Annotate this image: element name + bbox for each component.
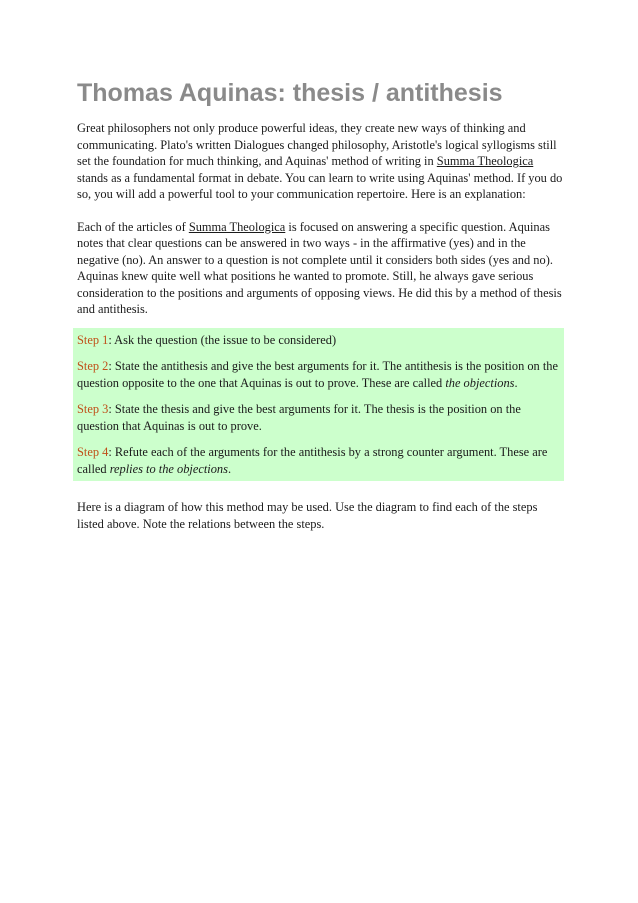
step-2 — [77, 358, 560, 391]
step-1-label: Step 1 — [77, 332, 109, 347]
step-4-emphasis: replies to the objections — [109, 461, 228, 476]
intro-paragraph — [77, 120, 564, 203]
step-3 — [77, 401, 560, 434]
diagram-note: Here is a diagram of how this method may be used. Use the diagram to find each of the steps listed above. Note the relations between the steps. — [77, 500, 538, 531]
step-3-text: : State the thesis and give the best arguments for it. The thesis is the position on the question that Aquinas is out to prove. — [77, 402, 521, 433]
step-2-emphasis: the objections — [445, 375, 515, 390]
steps-box — [73, 328, 564, 482]
step-4-text: : Refute each of the arguments for the antithesis by a strong counter argument. These are called — [77, 445, 548, 476]
articles-text-1: Each of the articles of — [77, 219, 189, 234]
summa-theologica-reference: Summa Theologica — [188, 219, 286, 234]
document-page — [77, 78, 564, 532]
step-2-text: : State the antithesis and give the best arguments for it. The antithesis is the position on the question opposite to the one that Aquinas is out to prove. These are called — [77, 359, 558, 390]
summa-theologica-reference: Summa Theologica — [436, 154, 534, 168]
step-2-end: . — [514, 375, 518, 390]
step-3-label: Step 3 — [77, 402, 109, 416]
intro-text-2: stands as a fundamental format in debate. You can learn to write using Aquinas' method. If you do so, you will add a powerful tool to your communication repertoire. Here is an explanation: — [77, 170, 563, 201]
step-1 — [77, 332, 560, 349]
intro-text-1: Great philosophers not only produce powerful ideas, they create new ways of thinking and communicating. Plato's written Dialogues changed philosophy, Aristotle's logical syllogisms still set the foundation for much thinking, and Aquinas' method of writing in — [77, 121, 557, 168]
step-1-text: : Ask the question (the issue to be considered) — [108, 332, 337, 347]
step-2-label: Step 2 — [77, 359, 109, 373]
page-title: Thomas Aquinas: thesis / antithesis — [77, 79, 503, 107]
step-4 — [77, 444, 560, 477]
articles-text-2: is focused on answering a specific question. Aquinas notes that clear questions can be answered in two ways - in the affirmative (yes) and in the negative (no). An answer to a question is not complete until it considers both sides (yes and no). Aquinas knew quite well what positions he wanted to promote. Still, he always gave serious consideration to the positions and arguments of opposing views. He did this by a method of thesis and antithesis. — [77, 219, 562, 316]
articles-paragraph — [77, 219, 564, 318]
step-4-end: . — [227, 461, 232, 476]
step-4-label: Step 4 — [77, 445, 109, 459]
